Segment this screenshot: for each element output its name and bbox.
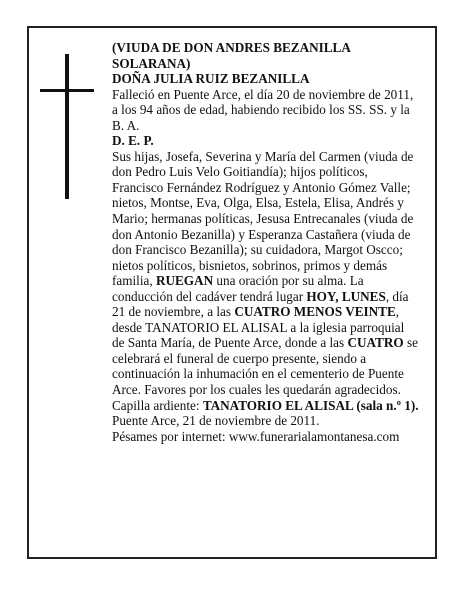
route-text: , desde TANATORIO EL ALISAL a la iglesia parroquial de Santa María, de Puente Arce, donde a las bbox=[112, 304, 405, 351]
widow-line: (VIUDA DE DON ANDRES BEZANILLA SOLARANA) bbox=[112, 40, 351, 71]
capilla-value: TANATORIO EL ALISAL (sala n.º 1). bbox=[202, 397, 419, 413]
day-text: , día 21 de noviembre, a las bbox=[112, 288, 409, 320]
ruegan-word: RUEGAN bbox=[155, 273, 214, 289]
cross-horizontal-bar bbox=[40, 89, 94, 92]
pesames-line: Pésames por internet: www.funerarialamontanesa.com bbox=[112, 428, 400, 444]
cross-vertical-bar bbox=[65, 54, 69, 199]
place-date: Puente Arce, 21 de noviembre de 2011. bbox=[112, 413, 320, 429]
deceased-name: DOÑA JULIA RUIZ BEZANILLA bbox=[112, 71, 310, 87]
obituary-text bbox=[112, 40, 420, 444]
family-text: Sus hijas, Josefa, Severina y María del Carmen (viuda de don Pedro Luis Velo Goitiandía); hijos políticos, Francisco Fernández Rodríguez y Antonio Gómez Valle; nietos, Montse, Eva, Olga, Elsa, Estela, Elisa, Andrés y Mario; hermanas políticas, Jesusa Entrecanales (viuda de don Antonio Bezanilla) y Esperanza Castañera (viuda de don Francisco Bezanilla); su cuidadora, Margot Oscco; nietos políticos, bisnietos, sobrinos, primos y demás familia, bbox=[112, 148, 414, 289]
capilla-paragraph bbox=[112, 398, 420, 414]
hoy-lunes: HOY, LUNES bbox=[306, 288, 386, 304]
dep-line: D. E. P. bbox=[112, 133, 154, 149]
capilla-label: Capilla ardiente: bbox=[112, 397, 203, 413]
funeral-text: se celebrará el funeral de cuerpo presente, siendo a continuación la inhumación en el cementerio de Puente Arce. Favores por los cuales les quedarán agradecidos. bbox=[112, 335, 418, 398]
cuatro-time: CUATRO bbox=[347, 335, 404, 351]
cuatro-menos-veinte: CUATRO MENOS VEINTE bbox=[234, 304, 396, 320]
family-paragraph bbox=[112, 149, 420, 398]
cross-icon bbox=[40, 54, 94, 199]
death-paragraph: Falleció en Puente Arce, el día 20 de noviembre de 2011, a los 94 años de edad, habiendo recibido los SS. SS. y la B. A. bbox=[112, 86, 414, 133]
ruegan-text: una oración por su alma. La conducción del cadáver tendrá lugar bbox=[112, 273, 364, 304]
